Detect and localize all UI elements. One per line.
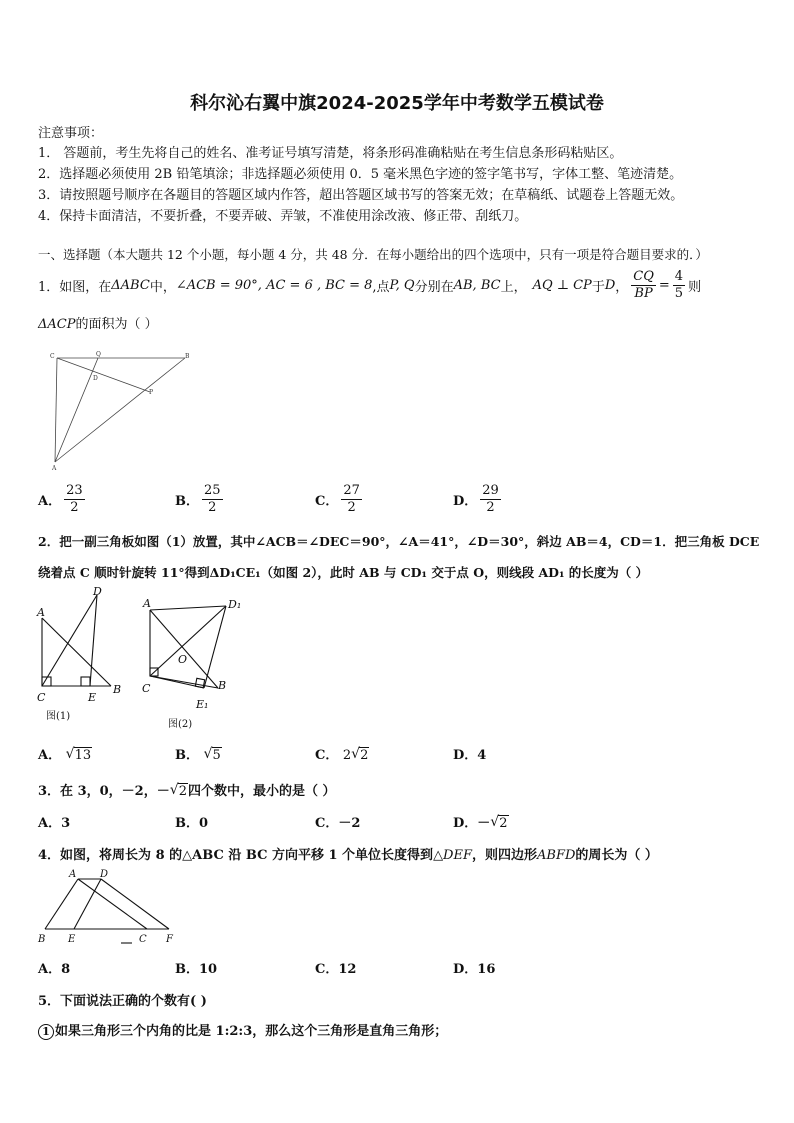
figure-label: Q — [96, 351, 101, 358]
question-2-stem-line2: 绕着点 C 顺时针旋转 11°得到ΔD₁CE₁（如图 2），此时 AB 与 CD₁ 交于点 O，则线段 AD₁ 的长度为（ ） — [38, 565, 649, 580]
notice-item: 1． 答题前，考生先将自己的姓名、准考证号填写清楚，将条形码准确粘贴在考生信息条形码粘贴区。 — [38, 146, 623, 161]
figure-label: E₁ — [196, 698, 209, 711]
question-2-figure-2 — [138, 593, 248, 733]
option-d[interactable]: D．－ √ 2 — [453, 814, 508, 831]
option-a[interactable]: A． √ 13 — [38, 746, 92, 763]
option-a[interactable]: A．3 — [38, 816, 71, 831]
figure-label: D₁ — [228, 598, 242, 611]
option-a[interactable]: A． $\frac{23}{2}$ — [38, 483, 83, 515]
notice-item: 2．选择题必须使用 2B 铅笔填涂；非选择题必须使用 0．5 毫米黑色字迹的签字笔书写，字体工整、笔迹清楚。 — [38, 167, 683, 182]
notice-item: 4．保持卡面清洁，不要折叠，不要弄破、弄皱，不准使用涂改液、修正带、刮纸刀。 — [38, 209, 528, 224]
option-c[interactable]: C．12 — [315, 962, 357, 977]
figure-label: E — [68, 934, 76, 945]
figure-label: O — [178, 653, 188, 666]
question-1-figure — [45, 350, 195, 472]
option-c[interactable]: C． 2 √ 2 — [315, 746, 369, 763]
figure-label: D — [93, 375, 98, 382]
figure-label: P — [149, 389, 154, 396]
figure-label: A — [69, 869, 77, 880]
option-c[interactable]: C．－2 — [315, 816, 361, 831]
option-b[interactable]: B．0 — [175, 816, 209, 831]
option-b[interactable]: B． √ 5 — [175, 746, 221, 763]
page-title: 科尔沁右翼中旗2024-2025学年中考数学五模试卷 — [190, 93, 604, 114]
figure-label: F — [166, 934, 173, 945]
question-3-stem: 3．在 3，0，－2，－ √ 2四个数中，最小的是（ ） — [38, 782, 336, 799]
notice-item: 3．请按照题号顺序在各题目的答题区域内作答，超出答题区域书写的答案无效；在草稿纸、试题卷上答题无效。 — [38, 188, 684, 203]
figure-label: B — [218, 679, 227, 692]
figure-label: B — [113, 683, 122, 696]
figure-label: B — [185, 353, 190, 360]
question-4-figure — [34, 865, 184, 950]
question-1-stem: 1．如图，在 ΔABC 中， ∠ACB = 90°, AC = 6 , BC = 8 ,点 P, Q 分别在 AB, BC 上， AQ ⊥ CP 于 D ， $\frac{CQ}{BP}$ = $\frac{4}{5}$ 则 — [38, 268, 702, 301]
question-2-figure-1 — [34, 585, 124, 725]
figure-label: C — [139, 934, 147, 945]
figure-label: A — [143, 597, 151, 610]
figure-label: D — [100, 869, 109, 880]
option-d[interactable]: D．16 — [453, 962, 496, 977]
figure-caption: 图(2) — [168, 719, 193, 730]
question-1-stem-line2: ΔACP的面积为（ ） — [38, 317, 158, 332]
option-b[interactable]: B．10 — [175, 962, 218, 977]
option-b[interactable]: B． $\frac{25}{2}$ — [175, 483, 221, 515]
figure-label: A — [52, 465, 57, 472]
question-4-stem: 4．如图，将周长为 8 的△ABC 沿 BC 方向平移 1 个单位长度得到△DEF，则四边形ABFD的周长为（ ） — [38, 848, 658, 863]
option-a[interactable]: A．8 — [38, 962, 71, 977]
notice-heading: 注意事项： — [38, 126, 104, 141]
section-heading: 一、选择题（本大题共 12 个小题，每小题 4 分，共 48 分．在每小题给出的四个选项中，只有一项是符合题目要求的．） — [38, 247, 708, 262]
question-2-stem: 2．把一副三角板如图（1）放置，其中∠ACB＝∠DEC＝90°，∠A＝41°，∠D＝30°，斜边 AB＝4，CD＝1．把三角板 DCE — [38, 534, 760, 549]
option-c[interactable]: C． $\frac{27}{2}$ — [315, 483, 360, 515]
figure-label: A — [37, 606, 45, 619]
option-d[interactable]: D． $\frac{29}{2}$ — [453, 483, 499, 515]
option-d[interactable]: D．4 — [453, 748, 487, 763]
question-5-item-1: 1 如果三角形三个内角的比是 1:2:3，那么这个三角形是直角三角形； — [38, 1020, 447, 1040]
figure-label: C — [37, 691, 46, 704]
question-5-stem: 5．下面说法正确的个数有( ) — [38, 994, 207, 1009]
figure-label: E — [88, 691, 97, 704]
figure-label: C — [50, 353, 55, 360]
circled-number: 1 — [38, 1024, 54, 1040]
figure-label: B — [38, 934, 46, 945]
fraction: $\frac{4}{5}$ — [674, 268, 684, 301]
fraction: $\frac{CQ}{BP}$ — [633, 268, 654, 301]
figure-label: D — [93, 585, 102, 598]
figure-label: C — [142, 682, 151, 695]
figure-caption: 图(1) — [46, 711, 71, 722]
